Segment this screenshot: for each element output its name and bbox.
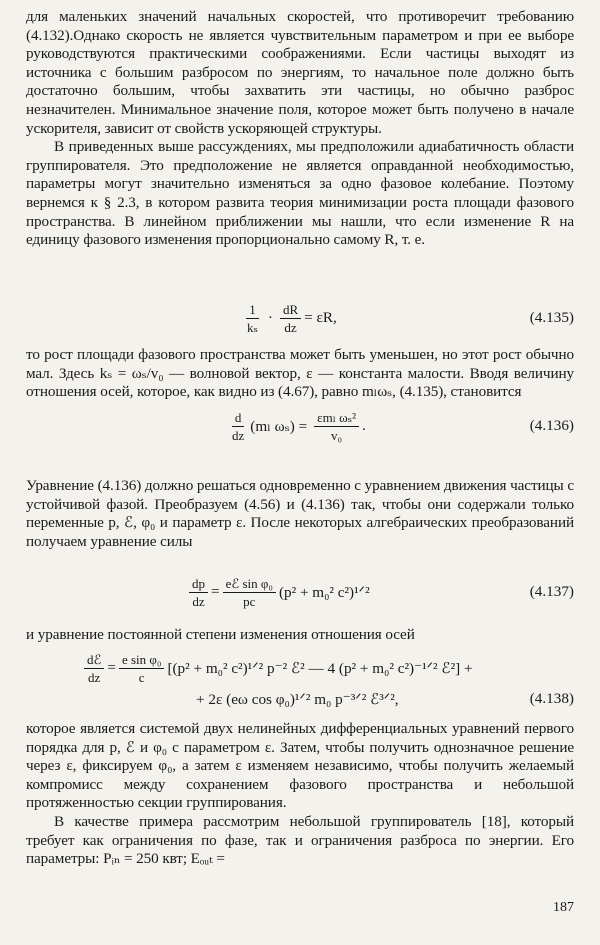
paragraph: для маленьких значений начальных скоростей, что противоречит требованию (4.132).Однако скорость не является чувствительным параметром и при ее выборе руководствуются практическими соображениями. Если частицы выходят из источника с большим разбросом по энергиям, то начальное поле должно быть достаточно большим, чтобы захватить эти частицы, но обычно разброс незначителен. Минимальное значение поля, которое может быть получено в начале ускорителя, зависит от свойств ускоряющей структуры. [26,8,574,137]
paragraph: которое является системой двух нелинейных дифференциальных уравнений первого порядка для p, ℰ и φ₀ с параметром ε. Затем, чтобы получить однозначное решение через ε, фиксируем φ₀, а затем ε изменяем независимо, чтобы получить желаемый компромисс между сохранением фазового пространства и небольшой протяженностью секции группирования. [26,720,574,812]
equation-tail: (p² + m₀² c²)¹ᐟ² [278,583,370,601]
equation-number: (4.138) [529,690,574,707]
paragraph: то рост площади фазового пространства может быть уменьшен, но этот рост обычно мал. Здесь kₛ = ωₛ/v₀ — волновой вектор, ε — константа малости. Вводя величину отношения осей, которое, как видно из (4.67), равно mₗωₛ, (4.135), становится [26,346,574,401]
equation-4-135: $\frac{1}{\text{kₛ}}$ · $\frac{dR}{dz}$ = εR, (4.135) [26,298,574,338]
text-block-2 [26,346,574,402]
fraction-denominator: dz [192,593,205,609]
fraction-numerator: d [232,410,245,427]
equation-number: (4.137) [529,583,574,600]
paragraph: В приведенных выше рассуждениях, мы предположили адиабатичность области группирователя. Это предположение не является оправданной необходимостью, параметры могут значительно изменяться за одно фазовое колебание. Поэтому вернемся к § 2.3, в котором развита теория минимизации роста площади фазового пространства. В линейном приближении мы нашли, что если изменение R на единицу фазового изменения пропорционально самому R, т. е. [26,138,574,249]
fraction-denominator: v₀ [331,427,343,443]
text-block-1 [26,8,574,250]
text-block-3 [26,477,574,551]
text-block-5 [26,720,574,869]
paragraph: В качестве примера рассмотрим небольшой группирователь [18], который требует как ограничения по фазе, так и ограничения разброса по энергии. Его параметры: Pᵢₙ = 250 квт; Eₒᵤₜ = [26,812,574,868]
fraction-numerator: dℰ [84,652,104,669]
equation-4-138-line-1 [26,648,574,688]
text-block-4 [26,626,574,645]
page-number: 187 [553,900,574,915]
paragraph: Уравнение (4.136) должно решаться одновременно с уравнением движения частицы с устойчивой фазой. Преобразуем (4.56) и (4.136) так, чтобы они содержали только переменные p, ℰ, φ₀ и параметр ε. После некоторых алгебраических преобразований получаем уравнение силы [26,477,574,550]
fraction-denominator: dz [232,427,245,443]
equation-number: (4.135) [529,309,574,326]
equals-sign: = [211,583,220,600]
fraction-denominator: kₛ [247,319,258,335]
fraction-denominator: c [138,669,145,685]
fraction-numerator: εmₗ ωₛ² [314,410,359,427]
fraction-denominator: pc [243,593,256,609]
fraction-denominator: dz [284,319,297,335]
equation-4-137 [26,572,574,612]
fraction-numerator: dp [189,576,208,593]
equation-line: [(p² + m₀² c²)¹ᐟ² p⁻² ℰ² — 4 (p² + m₀² c²)⁻¹ᐟ² ℰ²] + [167,659,473,677]
equation-line: + 2ε (eω cos φ₀)¹ᐟ² m₀ p⁻³ᐟ² ℰ³ᐟ², [196,690,399,708]
equals-sign: = [107,659,116,676]
fraction-numerator: eℰ sin φ₀ [223,576,276,593]
fraction-denominator: dz [88,669,101,685]
fraction-numerator: e sin φ₀ [119,652,164,669]
equation-tail: . [361,417,366,434]
fraction-numerator: 1 [246,302,259,319]
equation-4-136 [26,406,574,446]
equation-number: (4.136) [529,417,574,434]
equation-4-138-line-2 [26,688,574,710]
equation-expression: (mₗ ωₛ) = [250,417,308,435]
paragraph: и уравнение постоянной степени изменения отношения осей [26,626,415,643]
equation-rhs: = εR, [304,309,337,326]
fraction-numerator: dR [280,302,301,319]
